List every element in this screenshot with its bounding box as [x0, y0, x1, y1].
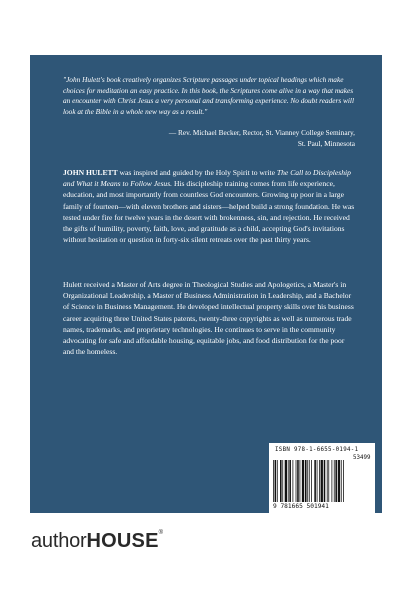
bio-intro: was inspired and guided by the Holy Spirit to write: [117, 168, 277, 177]
isbn-barcode-box: [269, 443, 375, 513]
isbn-number: ISBN 978-1-6655-0194-1: [275, 447, 359, 453]
attribution-line-1: — Rev. Michael Becker, Rector, St. Vianney College Seminary,: [168, 128, 355, 137]
logo-author-text: author: [31, 530, 87, 552]
author-name: JOHN HULETT: [63, 168, 118, 177]
ean-digits: 9 781665 501941: [273, 503, 329, 510]
endorsement-quote: "John Hulett's book creatively organizes Scripture passages under topical headings which make choices for meditation an easy practice. In this book, the Scriptures come alive in a way that makes an encounter with Christ Jesus a very personal and transforming experience. No doubt readers will look at the Bible in a whole new way as a result.": [63, 75, 354, 116]
author-bio-paragraph-1: [63, 167, 355, 245]
book-title: The Call to Discipleship and What it Means to Follow Jesus.: [63, 168, 351, 189]
publisher-logo: [31, 530, 163, 553]
logo-house-text: HOUSE: [86, 530, 159, 552]
attribution-line-2: St. Paul, Minnesota: [297, 138, 355, 148]
endorsement-attribution: [63, 128, 355, 149]
author-bio-paragraph-2: Hulett received a Master of Arts degree in Theological Studies and Apologetics, a Master's in Organizational Leadership, a Master of Business Administration in Leadership, and a Bachelor of Science in Business Management. He developed intellectual property skills over his business career acquiring three United States patents, twenty-three copyrights as well as numerous trade names, trademarks, and proprietary technologies. He continues to serve in the community advocating for safe and affordable housing, equitable jobs, and food distribution for the poor and the homeless.: [63, 280, 354, 357]
price-code: 53499: [353, 455, 371, 461]
barcode-image: [273, 460, 371, 502]
bio-body: His discipleship training comes from life experience, education, and most importantly from countless God encounters. Growing up poor in a large family of fourteen—with eleven brothers and sisters—helped build a strong foundation. He was tested under fire for twelve years in the desert with brokenness, sin, and rejection. He received the gifts of humility, poverty, faith, love, and gratitude as a child, accepting God's invitations without hesitation or question in forty-six silent retreats over the past thirty years.: [63, 179, 355, 245]
logo-registered-mark: ®: [158, 530, 164, 536]
